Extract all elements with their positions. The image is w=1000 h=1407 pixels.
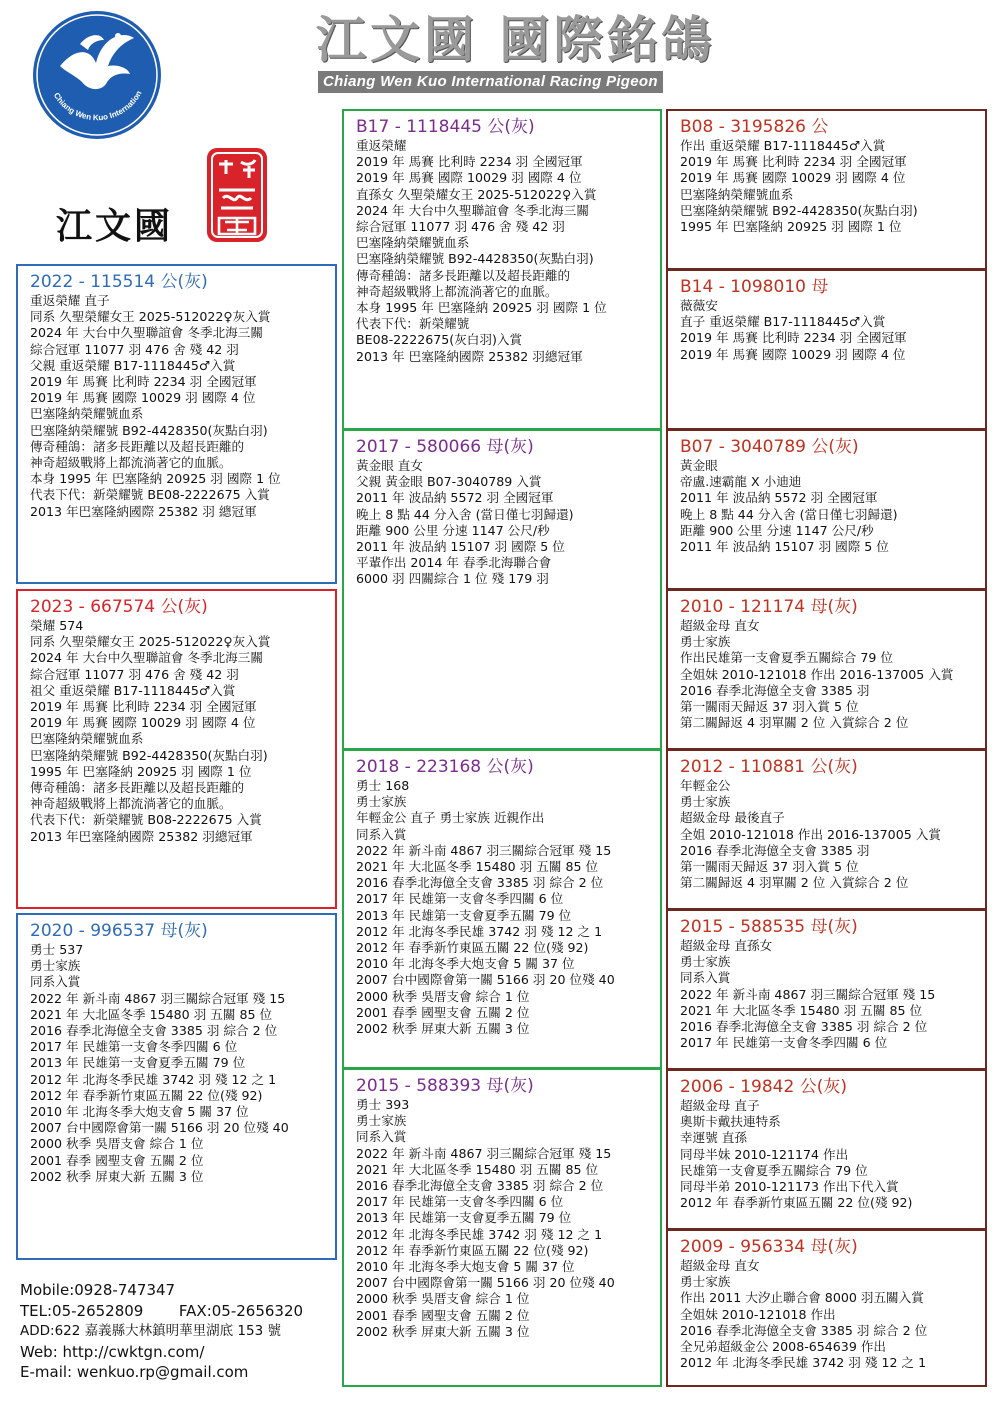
card-line: 2016 春季北海億全支會 3385 羽 綜合 2 位 — [356, 1178, 604, 1194]
card-body — [356, 138, 650, 365]
card-line: 距離 900 公里 分速 1147 公尺/秒 — [680, 522, 874, 538]
card-title: 2015 - 588393 母(灰) — [356, 1076, 534, 1096]
card-line: 神奇超級戰將上都流淌著它的血脈。 — [356, 283, 558, 299]
card-2017-580066 — [342, 429, 662, 750]
card-body — [30, 293, 325, 520]
card-line: 幸運號 直孫 — [680, 1130, 747, 1146]
card-line: 直孫女 久聖榮耀女王 2025-512022♀入賞 — [356, 186, 597, 202]
pigeon-logo-icon — [30, 8, 164, 142]
card-line: 2011 年 波品納 15107 羽 國際 5 位 — [680, 539, 889, 555]
card-title: 2012 - 110881 公(灰) — [680, 757, 858, 777]
page-subtitle: Chiang Wen Kuo International Racing Pigeon — [318, 71, 663, 93]
seal-icon — [205, 146, 269, 244]
card-title: 2010 - 121174 母(灰) — [680, 597, 858, 617]
email-link[interactable]: E-mail: wenkuo.rp@gmail.com — [20, 1363, 249, 1381]
card-line: 2024 年 大台中久聖聯誼會 冬季北海三關 — [356, 202, 589, 218]
svg-text:Chiang Wen Kuo International R: Chiang Wen Kuo Internation — [51, 89, 144, 123]
card-body — [356, 458, 650, 588]
card-body — [30, 942, 325, 1185]
card-line: 同系入賞 — [356, 1129, 407, 1145]
card-line: 第二關歸返 4 羽單關 2 位 入賞綜合 2 位 — [680, 875, 909, 891]
card-line: 傳奇種鴿：諸多長距離以及超長距離的 — [356, 267, 571, 283]
card-line: 2010 年 北海冬季大炮支會 5 關 37 位 — [30, 1104, 249, 1120]
card-line: 作出民雄第一支會夏季五關綜合 79 位 — [680, 650, 893, 666]
card-line: 父親 重返榮耀 B17-1118445♂入賞 — [30, 357, 236, 373]
card-line: 2017 年 民雄第一支會冬季四關 6 位 — [680, 1035, 888, 1051]
card-line: 2017 年 民雄第一支會冬季四關 6 位 — [356, 1194, 564, 1210]
card-line: BE08-2222675(灰白羽)入賞 — [356, 332, 523, 348]
card-line: 2013 年 民雄第一支會夏季五關 79 位 — [356, 907, 572, 923]
card-line: 2012 年 春季新竹東區五關 22 位(殘 92) — [356, 940, 589, 956]
card-line: 超級金母 直女 — [680, 618, 760, 633]
card-line: 綜合冠軍 11077 羽 476 舍 殘 42 羽 — [356, 219, 565, 235]
card-line: 傳奇種鴿：諸多長距離以及超長距離的 — [30, 438, 245, 454]
card-line: 2011 年 波品納 15107 羽 國際 5 位 — [356, 539, 565, 555]
card-line: 2017 年 民雄第一支會冬季四關 6 位 — [356, 891, 564, 907]
card-line: 黃金眼 直女 — [356, 458, 423, 473]
card-line: 2001 春季 國聖支會 五關 2 位 — [356, 1004, 530, 1020]
card-line: 同母半妹 2010-121174 作出 — [680, 1146, 849, 1162]
card-line: 勇士家族 — [356, 1113, 407, 1129]
card-b14-1098010 — [666, 269, 987, 430]
card-line: 2019 年 馬賽 國際 10029 羽 國際 4 位 — [356, 170, 582, 186]
card-line: 作出 2011 大汐止聯合會 8000 羽五關入賞 — [680, 1290, 924, 1306]
card-line: 2002 秋季 屏東大新 五關 3 位 — [356, 1323, 530, 1339]
card-b17-1118445 — [342, 109, 662, 430]
card-line: 民雄第一支會夏季五關綜合 79 位 — [680, 1162, 868, 1178]
card-line: 2010 年 北海冬季大炮支會 5 關 37 位 — [356, 956, 575, 972]
card-body — [680, 298, 975, 363]
card-line: 神奇超級戰將上都流淌著它的血脈。 — [30, 455, 232, 471]
card-line: 2000 秋季 吳厝支會 綜合 1 位 — [30, 1136, 204, 1152]
card-line: 2012 年 北海冬季民雄 3742 羽 殘 12 之 1 — [680, 1355, 927, 1371]
card-line: 年輕金公 直子 勇士家族 近親作出 — [356, 810, 545, 826]
card-line: 2019 年 馬賽 比利時 2234 羽 全國冠軍 — [680, 330, 907, 346]
card-line: 2013 年巴塞隆納國際 25382 羽 總冠軍 — [30, 503, 257, 519]
card-line: 作出 重返榮耀 B17-1118445♂入賞 — [680, 138, 886, 153]
card-line: 勇士 537 — [30, 942, 84, 957]
card-line: 2016 春季北海億全支會 3385 羽 — [680, 842, 870, 858]
owner-name: 江文國 — [56, 205, 174, 247]
card-title: B07 - 3040789 公(灰) — [680, 437, 859, 457]
card-line: 2013 年 民雄第一支會夏季五關 79 位 — [30, 1055, 246, 1071]
card-body — [680, 618, 975, 731]
tel-fax-line — [20, 1301, 303, 1322]
card-line: 2017 年 民雄第一支會冬季四關 6 位 — [30, 1039, 238, 1055]
card-title: 2009 - 956334 母(灰) — [680, 1237, 858, 1257]
card-line: 2016 春季北海億全支會 3385 羽 — [680, 682, 870, 698]
card-2023-667574 — [16, 589, 337, 909]
card-line: 巴塞隆納榮耀號 B92-4428350(灰點白羽) — [356, 251, 594, 267]
card-line: 超級金母 最後直子 — [680, 810, 785, 826]
tel-number: TEL:05-2652809 — [20, 1301, 144, 1320]
card-line: 1995 年 巴塞隆納 20925 羽 國際 1 位 — [30, 763, 252, 779]
mobile-number: Mobile:0928-747347 — [20, 1281, 176, 1299]
card-line: 2000 秋季 吳厝支會 綜合 1 位 — [356, 988, 530, 1004]
card-2009-956334 — [666, 1229, 987, 1387]
card-2010-121174 — [666, 589, 987, 750]
card-line: 2012 年 春季新竹東區五關 22 位(殘 92) — [30, 1087, 263, 1103]
card-line: 巴塞隆納榮耀號 B92-4428350(灰點白羽) — [30, 747, 268, 763]
card-line: 代表下代：新榮耀號 BE08-2222675 入賞 — [30, 487, 270, 503]
card-line: 2007 台中國際會第一關 5166 羽 20 位殘 40 — [356, 972, 615, 988]
card-line: 2000 秋季 吳厝支會 綜合 1 位 — [356, 1291, 530, 1307]
card-line: 勇士家族 — [680, 634, 731, 650]
website-link[interactable]: Web: http://cwktgn.com/ — [20, 1342, 205, 1361]
card-line: 距離 900 公里 分速 1147 公尺/秒 — [356, 522, 550, 538]
card-line: 勇士 393 — [356, 1097, 410, 1112]
card-line: 2024 年 大台中久聖聯誼會 冬季北海三關 — [30, 325, 263, 341]
card-title: 2018 - 223168 公(灰) — [356, 757, 534, 777]
card-line: 晚上 8 點 44 分入舍 (當日僅七羽歸還) — [356, 506, 574, 522]
card-line: 榮耀 574 — [30, 618, 84, 633]
card-line: 黃金眼 — [680, 458, 718, 473]
card-line: 2019 年 馬賽 比利時 2234 羽 全國冠軍 — [30, 699, 257, 715]
card-line: 第一關雨天歸返 37 羽入賞 5 位 — [680, 859, 859, 875]
card-line: 神奇超級戰將上都流淌著它的血脈。 — [30, 796, 232, 812]
card-line: 同系入賞 — [680, 970, 731, 986]
card-line: 同系 久聖榮耀女王 2025-512022♀灰入賞 — [30, 309, 271, 325]
card-2015-588535 — [666, 909, 987, 1070]
card-2006-19842 — [666, 1069, 987, 1230]
card-body — [680, 938, 975, 1051]
address: ADD:622 嘉義縣大林鎮明華里湖底 153 號 — [20, 1323, 281, 1339]
card-line: 2013 年 民雄第一支會夏季五關 79 位 — [356, 1210, 572, 1226]
card-title: 2022 - 115514 公(灰) — [30, 272, 208, 292]
card-line: 勇士家族 — [680, 794, 731, 810]
card-2022-115514 — [16, 264, 337, 584]
card-line: 祖父 重返榮耀 B17-1118445♂入賞 — [30, 682, 236, 698]
card-line: 2019 年 馬賽 比利時 2234 羽 全國冠軍 — [356, 154, 583, 170]
card-line: 勇士 168 — [356, 778, 410, 793]
card-line: 全兄弟超級金公 2008-654639 作出 — [680, 1339, 887, 1355]
card-line: 2012 年 北海冬季民雄 3742 羽 殘 12 之 1 — [356, 1226, 603, 1242]
card-line: 2021 年 大北區冬季 15480 羽 五關 85 位 — [30, 1006, 273, 1022]
card-line: 2019 年 馬賽 國際 10029 羽 國際 4 位 — [680, 170, 906, 186]
card-line: 帝盧.速霸龍 X 小迪迪 — [680, 474, 802, 490]
card-line: 2002 秋季 屏東大新 五關 3 位 — [356, 1021, 530, 1037]
card-line: 奧斯卡戴扶連特系 — [680, 1114, 781, 1130]
card-line: 2016 春季北海億全支會 3385 羽 綜合 2 位 — [30, 1023, 278, 1039]
card-line: 2016 春季北海億全支會 3385 羽 綜合 2 位 — [680, 1019, 928, 1035]
card-title: 2015 - 588535 母(灰) — [680, 917, 858, 937]
card-line: 2001 春季 國聖支會 五關 2 位 — [30, 1152, 204, 1168]
fax-number: FAX:05-2656320 — [178, 1301, 304, 1320]
card-line: 同系 久聖榮耀女王 2025-512022♀灰入賞 — [30, 634, 271, 650]
card-line: 傳奇種鴿：諸多長距離以及超長距離的 — [30, 780, 245, 796]
card-line: 第二關歸返 4 羽單關 2 位 入賞綜合 2 位 — [680, 715, 909, 731]
card-line: 年輕金公 — [680, 778, 731, 793]
card-line: 2010 年 北海冬季大炮支會 5 關 37 位 — [356, 1259, 575, 1275]
card-title: B08 - 3195826 公 — [680, 117, 829, 137]
card-line: 1995 年 巴塞隆納 20925 羽 國際 1 位 — [680, 219, 902, 235]
card-line: 勇士家族 — [356, 794, 407, 810]
card-line: 2022 年 新斗南 4867 羽三關綜合冠軍 殘 15 — [356, 842, 612, 858]
card-line: 本身 1995 年 巴塞隆納 20925 羽 國際 1 位 — [30, 471, 281, 487]
card-line: 2011 年 波品納 5572 羽 全國冠軍 — [680, 490, 878, 506]
card-line: 同系入賞 — [30, 974, 81, 990]
card-line: 2002 秋季 屏東大新 五關 3 位 — [30, 1168, 204, 1184]
card-line: 2019 年 馬賽 國際 10029 羽 國際 4 位 — [680, 346, 906, 362]
card-line: 2007 台中國際會第一關 5166 羽 20 位殘 40 — [30, 1120, 289, 1136]
logo — [30, 8, 164, 142]
card-line: 全姐妹 2010-121018 作出 — [680, 1306, 836, 1322]
card-body — [356, 778, 650, 1037]
card-line: 代表下代：新榮耀號 — [356, 316, 470, 332]
card-line: 2013 年巴塞隆納國際 25382 羽總冠軍 — [30, 828, 253, 844]
card-line: 2022 年 新斗南 4867 羽三關綜合冠軍 殘 15 — [356, 1145, 612, 1161]
card-line: 6000 羽 四關綜合 1 位 殘 179 羽 — [356, 571, 549, 587]
card-line: 巴塞隆納榮耀號 B92-4428350(灰點白羽) — [680, 202, 918, 218]
card-body — [680, 778, 975, 891]
card-line: 薇薇安 — [680, 298, 718, 313]
card-2018-223168 — [342, 749, 662, 1069]
card-line: 勇士家族 — [680, 1274, 731, 1290]
card-line: 超級金母 直女 — [680, 1258, 760, 1273]
card-title: 2017 - 580066 母(灰) — [356, 437, 534, 457]
card-b08-3195826 — [666, 109, 987, 270]
card-line: 平輩作出 2014 年 春季北海聯合會 — [356, 555, 552, 571]
card-line: 超級金母 直子 — [680, 1098, 760, 1113]
card-line: 2012 年 北海冬季民雄 3742 羽 殘 12 之 1 — [30, 1071, 277, 1087]
card-line: 全姐妹 2010-121018 作出 2016-137005 入賞 — [680, 666, 954, 682]
card-line: 巴塞隆納榮耀號血系 — [356, 235, 470, 251]
card-line: 2019 年 馬賽 國際 10029 羽 國際 4 位 — [30, 715, 256, 731]
card-line: 巴塞隆納榮耀號 B92-4428350(灰點白羽) — [30, 422, 268, 438]
card-line: 2021 年 大北區冬季 15480 羽 五關 85 位 — [680, 1002, 923, 1018]
card-body — [30, 618, 325, 845]
card-line: 2019 年 馬賽 國際 10029 羽 國際 4 位 — [30, 390, 256, 406]
seal-stamp — [205, 146, 269, 244]
card-title: 2023 - 667574 公(灰) — [30, 597, 208, 617]
card-title: 2006 - 19842 公(灰) — [680, 1077, 847, 1097]
card-line: 重返榮耀 直子 — [30, 293, 110, 308]
card-line: 2019 年 馬賽 比利時 2234 羽 全國冠軍 — [30, 374, 257, 390]
card-line: 重返榮耀 — [356, 138, 407, 153]
card-title: B14 - 1098010 母 — [680, 277, 829, 297]
card-body — [356, 1097, 650, 1340]
card-title: B17 - 1118445 公(灰) — [356, 117, 535, 137]
card-body — [680, 1098, 975, 1211]
card-line: 綜合冠軍 11077 羽 476 舍 殘 42 羽 — [30, 341, 239, 357]
card-line: 2012 年 春季新竹東區五關 22 位(殘 92) — [356, 1242, 589, 1258]
card-line: 2021 年 大北區冬季 15480 羽 五關 85 位 — [356, 859, 599, 875]
card-line: 2007 台中國際會第一關 5166 羽 20 位殘 40 — [356, 1275, 615, 1291]
card-line: 2019 年 馬賽 比利時 2234 羽 全國冠軍 — [680, 154, 907, 170]
card-line: 直子 重返榮耀 B17-1118445♂入賞 — [680, 314, 886, 330]
card-2020-996537 — [16, 913, 337, 1260]
card-line: 2013 年 巴塞隆納國際 25382 羽總冠軍 — [356, 348, 583, 364]
card-line: 巴塞隆納榮耀號血系 — [30, 406, 144, 422]
card-line: 第一關雨天歸返 37 羽入賞 5 位 — [680, 699, 859, 715]
page-title: 江文國 國際銘鴿 — [316, 11, 716, 69]
card-body — [680, 1258, 975, 1371]
card-line: 父親 黃金眼 B07-3040789 入賞 — [356, 474, 542, 490]
card-line: 2024 年 大台中久聖聯誼會 冬季北海三關 — [30, 650, 263, 666]
card-line: 同母半弟 2010-121173 作出下代入賞 — [680, 1179, 899, 1195]
card-line: 晚上 8 點 44 分入舍 (當日僅七羽歸還) — [680, 506, 898, 522]
card-body — [680, 138, 975, 235]
card-line: 超級金母 直孫女 — [680, 938, 773, 953]
card-b07-3040789 — [666, 429, 987, 590]
card-line: 巴塞隆納榮耀號血系 — [680, 186, 794, 202]
card-line: 2022 年 新斗南 4867 羽三關綜合冠軍 殘 15 — [680, 986, 936, 1002]
card-line: 本身 1995 年 巴塞隆納 20925 羽 國際 1 位 — [356, 300, 607, 316]
card-line: 2011 年 波品納 5572 羽 全國冠軍 — [356, 490, 554, 506]
card-2015-588393 — [342, 1068, 662, 1387]
card-line: 同系入賞 — [356, 826, 407, 842]
card-2012-110881 — [666, 749, 987, 910]
card-title: 2020 - 996537 母(灰) — [30, 921, 208, 941]
card-line: 代表下代：新榮耀號 B08-2222675 入賞 — [30, 812, 262, 828]
card-line: 綜合冠軍 11077 羽 476 舍 殘 42 羽 — [30, 666, 239, 682]
card-line: 2016 春季北海億全支會 3385 羽 綜合 2 位 — [356, 875, 604, 891]
card-line: 2021 年 大北區冬季 15480 羽 五關 85 位 — [356, 1161, 599, 1177]
card-line: 全姐 2010-121018 作出 2016-137005 入賞 — [680, 826, 941, 842]
card-body — [680, 458, 975, 555]
card-line: 2016 春季北海億全支會 3385 羽 綜合 2 位 — [680, 1322, 928, 1338]
card-line: 2001 春季 國聖支會 五關 2 位 — [356, 1307, 530, 1323]
card-line: 勇士家族 — [680, 954, 731, 970]
card-line: 2012 年 春季新竹東區五關 22 位(殘 92) — [680, 1195, 913, 1211]
contact-info — [20, 1280, 303, 1383]
card-line: 巴塞隆納榮耀號血系 — [30, 731, 144, 747]
card-line: 2012 年 北海冬季民雄 3742 羽 殘 12 之 1 — [356, 923, 603, 939]
card-line: 勇士家族 — [30, 958, 81, 974]
card-line: 2022 年 新斗南 4867 羽三關綜合冠軍 殘 15 — [30, 990, 286, 1006]
